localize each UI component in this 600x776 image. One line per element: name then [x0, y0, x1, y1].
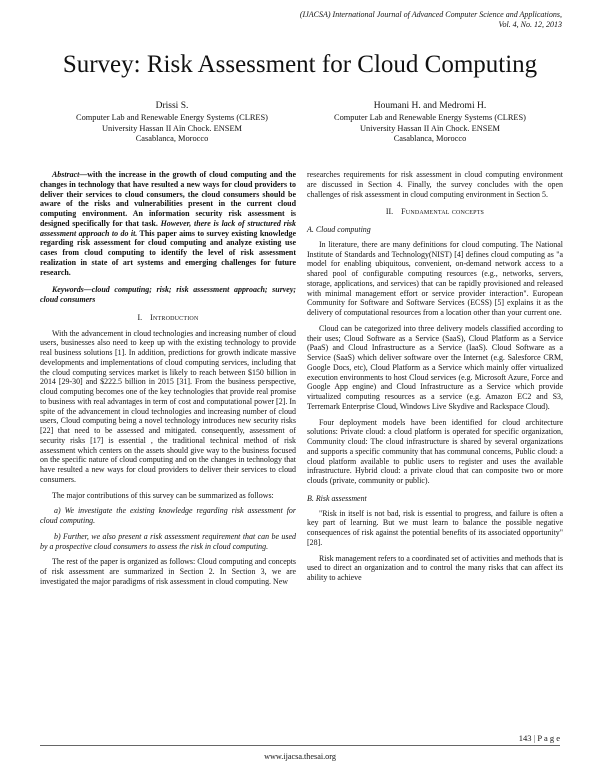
author-city: Casablanca, Morocco — [393, 134, 467, 143]
author-name: Drissi S. — [155, 101, 189, 111]
abstract-text-2: This paper aims to survey existing knowledge regarding risk assessment for cloud computing and analyze existing use cases from cloud computing to identify the level of risk assessment realization in state of art systems and emerging challenges for future research. — [40, 228, 296, 277]
abstract-text-1: —with the increase in the growth of cloud computing and the changes in technology that have resulted a new ways for cloud providers to deliver their services to cloud consumers, the cloud consumers should be aware of the risks and vulnerabilities present in the current cloud computing environment. An information security risk assessment is designed specifically for that task. — [40, 170, 296, 228]
page-number-separator: | — [533, 733, 536, 743]
section-number: I. — [137, 312, 143, 322]
abstract — [40, 170, 296, 277]
continued-paragraph: researches requirements for risk assessment in cloud computing environment are discussed in Section 4. Finally, the survey concludes with the open challenges of risk assessment in cloud computing environment in Section 5. — [307, 170, 563, 199]
author-block-1 — [57, 100, 287, 145]
author-lab: Computer Lab and Renewable Energy Systems (CLRES) — [76, 113, 268, 122]
left-column — [40, 170, 296, 593]
intro-paragraph-3: The rest of the paper is organized as follows: Cloud computing and concepts of risk assessment are summarized in Section 2. In Section 3, we are investigated the major paradigms of risk assessment in cloud computing. New — [40, 557, 296, 586]
contribution-a: a) We investigate the existing knowledge regarding risk assessment for cloud computing. — [40, 506, 296, 525]
author-city: Casablanca, Morocco — [135, 134, 209, 143]
abstract-emphasis: However, there is lack of structured risk assessment approach to do it. — [40, 218, 296, 238]
footer-divider — [40, 745, 560, 746]
journal-url: www.ijacsa.thesai.org — [264, 752, 336, 761]
keywords — [40, 285, 296, 305]
author-block-2 — [315, 100, 545, 145]
journal-header-line1: (IJACSA) International Journal of Advanced Computer Science and Applications, — [299, 10, 562, 19]
section-title: Fundamental concepts — [401, 207, 485, 217]
intro-paragraph-1: With the advancement in cloud technologies and increasing number of cloud users, businesses also need to keep up with the existing technology to provide real business solutions [1]. In addition, predictions for growth indicate massive developments and implementations of cloud computing services, including that the cloud computing services market is likely to reach between $150 billion in 2014 [29-30] and $222.5 billion in 2015 [31]. From the business perspective, cloud computing becomes one of the key technologies that provide real promise to business with real advantages in term of cost and computational power [2]. In spite of the advancement in cloud technologies and increasing number of cloud users, Cloud computing being a novel technology introduces new security risks [22] that need to be assessed and mitigated. consequently, assessment of security risks [17] is essential , the traditional technical method of risk assessment which centers on the assets should give way to the business focused on the specific nature of cloud computing and on the changes in technology that have resulted a new ways for cloud providers to deliver their services to cloud consumers. — [40, 328, 296, 484]
section-title: Introduction — [150, 312, 199, 322]
risk-paragraph-2: Risk management refers to a coordinated set of activities and methods that is used to direct an organization and to control the many risks that can affect its ability to achieve — [307, 553, 563, 582]
keywords-label: Keywords— — [52, 285, 92, 295]
subsection-heading-cloud-computing: A. Cloud computing — [307, 225, 371, 234]
abstract-label: Abstract — [52, 170, 80, 179]
page-number-value: 143 — [518, 733, 532, 743]
cloud-paragraph-1: In literature, there are many definitions for cloud computing. The National Institute of Standards and Technology(NIST) [4] defines cloud computing as "a model for enabling ubiquitous, convenient, on-demand network access to a shared pool of configurable computing resources (e.g., networks, servers, storage, applications, and services) that can be rapidly provisioned and released with minimal management effort or service provider interaction". European Community for Software and Software Services (ECSS) [5] explains it as the delivery of computational resources from a location other than your current one. — [307, 239, 563, 317]
author-lab: Computer Lab and Renewable Energy Systems (CLRES) — [334, 113, 526, 122]
paper-title: Survey: Risk Assessment for Cloud Computing — [62, 51, 538, 78]
subsection-heading-risk-assessment: B. Risk assessment — [307, 493, 367, 503]
page-word: P a g e — [537, 733, 560, 743]
cloud-paragraph-3: Four deployment models have been identified for cloud architecture solutions: Private cloud: a cloud platform is operated for specific organization, Community cloud: The cloud infrastructure is shared by several organizations and supports a specific community that has communal concerns, Public cloud: a cloud platform available to public users to register and uses the available infrastructure. Hybrid cloud: a private cloud that can composite two or more clouds (private, community or public). — [307, 417, 563, 485]
page-number — [513, 733, 560, 743]
section-number: II. — [385, 207, 394, 217]
cloud-paragraph-2: Cloud can be categorized into three delivery models classified according to their uses; Cloud Software as a Service (SaaS), Cloud Platform as a Service (PaaS) and Cloud Infrastructure as a Service (IaaS). Cloud Software as a Service (SaaS) which deliver software over the Internet (e.g. Salesforce CRM, Google Docs, etc), Cloud Platform as a Service which mainly offer virtualized execution environments to host Cloud services (e.g. Microsoft Azure, Force and Google App engine) and Cloud Infrastructure as a Service which provide virtualized computing resources as a service (e.g. Amazon EC2 and S3, Terremark Enterprise Cloud, Windows Live Skydive and Rackspace Cloud). — [307, 323, 563, 411]
journal-header-line2: Vol. 4, No. 12, 2013 — [498, 20, 562, 29]
journal-header — [142, 10, 562, 30]
section-heading-intro — [40, 313, 296, 323]
intro-paragraph-2: The major contributions of this survey can be summarized as follows: — [52, 490, 274, 500]
section-heading-fundamental — [307, 207, 563, 217]
keywords-text: cloud computing; risk; risk assessment approach; survey; cloud consumers — [40, 285, 296, 304]
right-column — [307, 170, 563, 589]
author-university: University Hassan II Aïn Chock. ENSEM — [359, 123, 501, 133]
risk-paragraph-1: "Risk in itself is not bad, risk is essential to progress, and failure is often a key part of learning. But we must learn to balance the possible negative consequences of risk against the potential benefits of its associated opportunity" [28]. — [307, 508, 563, 547]
author-name: Houmani H. and Medromi H. — [373, 101, 487, 111]
author-university: University Hassan II Aïn Chock. ENSEM — [101, 123, 243, 133]
contribution-b: b) Further, we also present a risk assessment requirement that can be used by a prospective cloud consumers to assess the risk in cloud computing. — [40, 531, 296, 551]
